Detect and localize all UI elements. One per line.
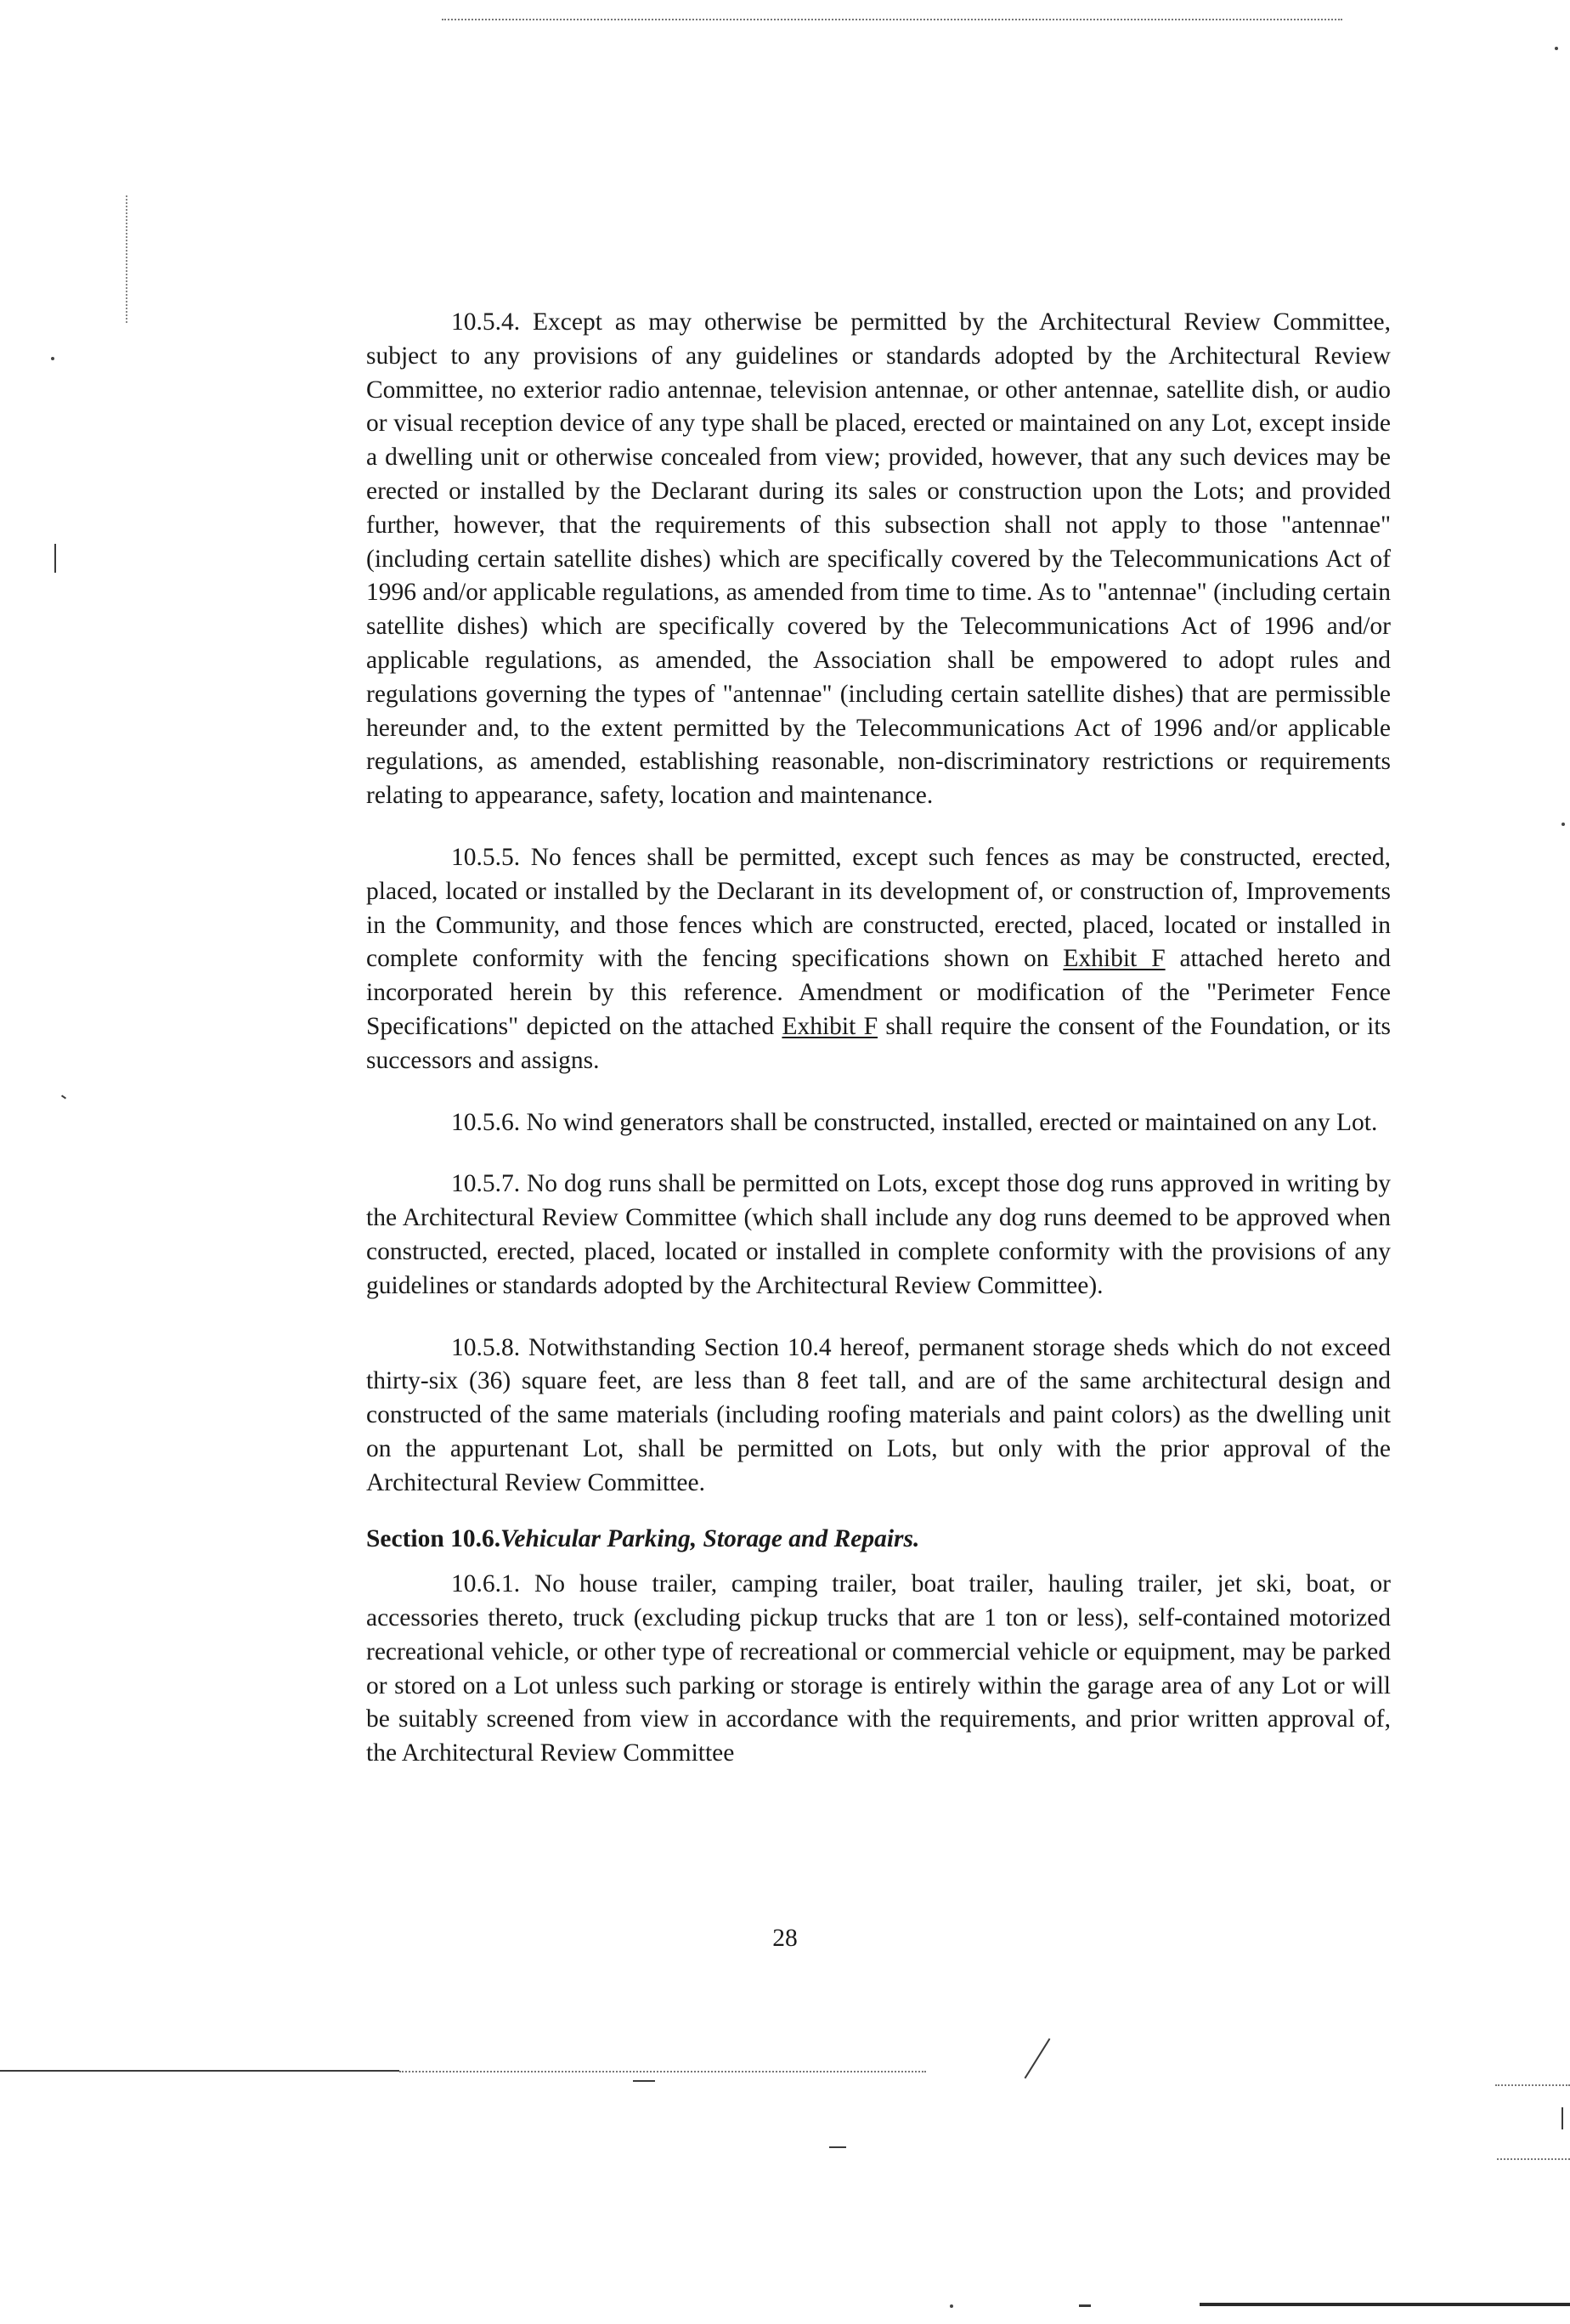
paragraph-10-6-1: 10.6.1. No house trailer, camping trailer, boat trailer, hauling trailer, jet ski, boat, or accessories thereto, truck (excluding pickup trucks that are 1 ton or less), self-contained motorized recreational vehicle, or other type of recreational or commercial vehicle or equipment, may be parked or stored on a Lot unless such parking or storage is entirely within the garage area of any Lot or will be suitably screened from view in accordance with the requirements, and prior written approval of, the Architectural Review Committee: [366, 1570, 1391, 1767]
scan-artifact-right-dash: [1497, 2158, 1570, 2160]
scan-artifact-dot: [1562, 823, 1565, 826]
scan-artifact-bracket: [54, 544, 56, 573]
scan-artifact-left-margin: [126, 195, 129, 323]
scan-artifact-right-dash: [1495, 2084, 1570, 2086]
scan-artifact-bottom-streak: [1200, 2303, 1570, 2306]
scan-artifact-bottom-line: [0, 2070, 399, 2072]
scan-artifact-top: [442, 19, 1342, 20]
scan-artifact-bottom-mark: [1079, 2304, 1091, 2307]
scan-artifact-bottom-mark: [829, 2146, 846, 2148]
paragraph-10-5-8: 10.5.8. Notwithstanding Section 10.4 hereof, permanent storage sheds which do not exceed thirty-six (36) square feet, are less than 8 feet tall, and are of the same architectural design and constructed of the same materials (including roofing materials and paint colors) as the dwelling unit on the appurtenant Lot, shall be permitted on Lots, but only with the prior approval of the Architectural Review Committee.: [366, 1333, 1391, 1496]
paragraph-10-5-5-text-3: shall require the consent of the Foundation, or its successors and assigns.: [366, 1012, 1392, 1074]
scan-artifact-dot: [950, 2304, 953, 2308]
section-number: Section 10.6.: [366, 1524, 501, 1552]
page-number: 28: [772, 1925, 798, 1952]
paragraph-10-5-6: 10.5.6. No wind generators shall be constructed, installed, erected or maintained on any Lot.: [451, 1108, 1378, 1136]
scan-artifact-right-bar: [1562, 2107, 1563, 2129]
exhibit-f-reference: Exhibit F: [1063, 945, 1166, 973]
scan-artifact-dot: [51, 357, 54, 360]
scan-artifact-tick: [61, 1094, 66, 1099]
section-heading-10-6: [366, 1523, 1391, 1557]
scan-artifact-slash: [1025, 2038, 1051, 2079]
paragraph-10-5-5-text-1: 10.5.5. No fences shall be permitted, except such fences as may be constructed, erected, placed, located or installed by the Declarant in its development of, or construction of, Improvements in the Community, and those fences which are constructed, erected, placed, located or installed in complete conformity with the fencing specifications shown on: [366, 843, 1391, 973]
scan-artifact-dot: [1555, 47, 1558, 50]
scan-artifact-bottom-mark: [633, 2080, 655, 2082]
exhibit-f-reference: Exhibit F: [782, 1012, 878, 1040]
document-body: [366, 306, 1391, 1799]
paragraph-10-5-7: 10.5.7. No dog runs shall be permitted on Lots, except those dog runs approved in writing by the Architectural Review Committee (which shall include any dog runs deemed to be approved when constructed, erected, placed, located or installed in complete conformity with the provisions of any guidelines or standards adopted by the Architectural Review Committee).: [366, 1170, 1391, 1299]
paragraph-10-5-5-text-2: attached hereto and incorporated herein by this reference. Amendment or modification of the "Perimeter Fence Specifications" depicted on the attached: [366, 945, 1391, 1040]
paragraph-10-5-4: 10.5.4. Except as may otherwise be permitted by the Architectural Review Committee, subject to any provisions of any guidelines or standards adopted by the Architectural Review Committee, no exterior radio antennae, television antennae, or other antennae, satellite dish, or audio or visual reception device of any type shall be placed, erected or maintained on any Lot, except inside a dwelling unit or otherwise concealed from view; provided, however, that any such devices may be erected or installed by the Declarant during its sales or construction upon the Lots; and provided further, however, that the requirements of this subsection shall not apply to those "antennae" (including certain satellite dishes) which are specifically covered by the Telecommunications Act of 1996 and/or applicable regulations, as amended from time to time. As to "antennae" (including certain satellite dishes) which are specifically covered by the Telecommunications Act of 1996 and/or applicable regulations, as amended, the Association shall be empowered to adopt rules and regulations governing the types of "antennae" (including certain satellite dishes) that are permissible hereunder and, to the extent permitted by the Telecommunications Act of 1996 and/or applicable regulations, as amended, establishing reasonable, non-discriminatory restrictions or requirements relating to appearance, safety, location and maintenance.: [366, 308, 1391, 810]
paragraph-10-5-5: [366, 841, 1391, 1078]
section-title: Vehicular Parking, Storage and Repairs.: [500, 1524, 920, 1552]
scan-artifact-bottom-dash: [399, 2071, 926, 2072]
